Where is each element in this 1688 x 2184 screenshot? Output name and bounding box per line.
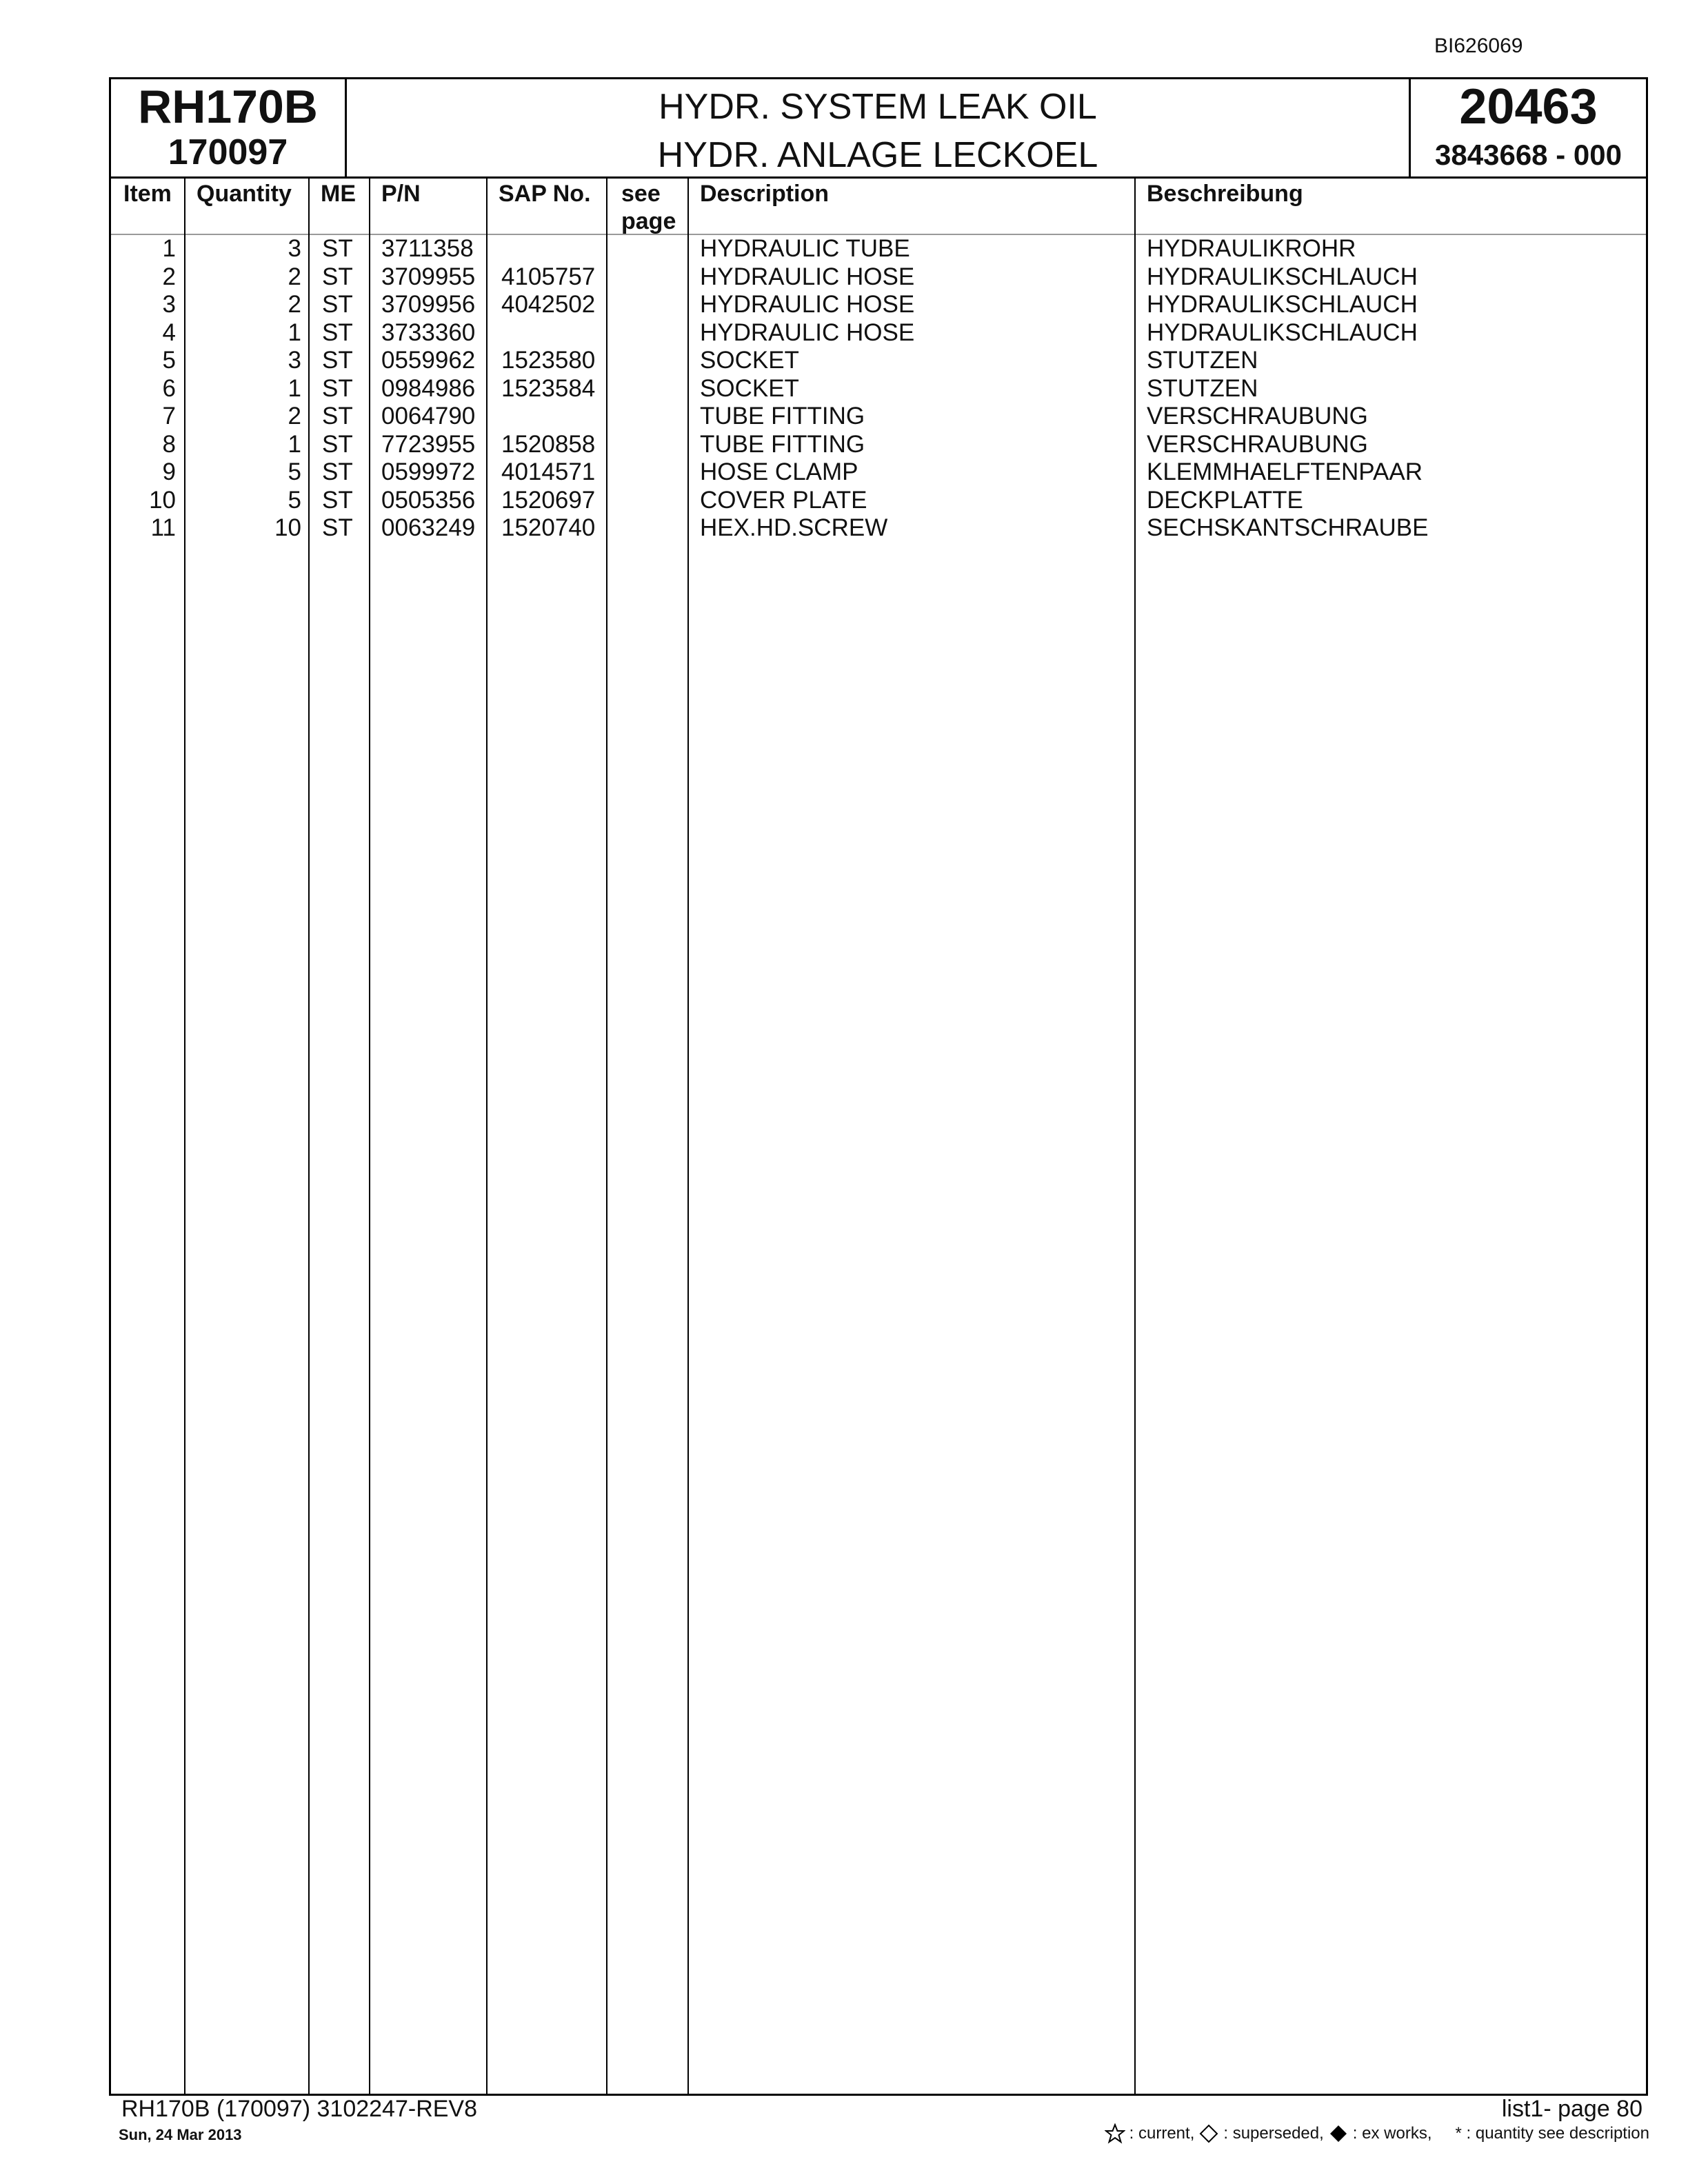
title-block <box>347 79 1409 176</box>
parts-list-frame <box>109 77 1648 2096</box>
table-row <box>111 319 1646 347</box>
table-row <box>111 458 1646 487</box>
title-german: HYDR. ANLAGE LECKOEL <box>657 135 1098 175</box>
model-block <box>111 79 347 176</box>
cell-beschreibung: HYDRAULIKROHR <box>1147 235 1356 262</box>
table-row <box>111 487 1646 515</box>
cell-description: SOCKET <box>700 347 799 374</box>
header-divider <box>111 176 1646 179</box>
parts-table-body <box>111 235 1646 543</box>
cell-pn: 3733360 <box>381 318 476 346</box>
column-header-pn: P/N <box>381 181 421 207</box>
cell-quantity: 1 <box>288 374 301 402</box>
table-row <box>111 347 1646 375</box>
column-header-sap: SAP No. <box>499 181 591 207</box>
legend-quantity-label: * : quantity see description <box>1455 2124 1649 2143</box>
cell-me: ST <box>322 374 353 402</box>
cell-description: HOSE CLAMP <box>700 458 858 485</box>
cell-description: SOCKET <box>700 374 799 402</box>
cell-item: 9 <box>162 458 176 485</box>
cell-beschreibung: DECKPLATTE <box>1147 486 1303 514</box>
cell-quantity: 1 <box>288 430 301 458</box>
cell-me: ST <box>322 235 353 262</box>
document-id: BI626069 <box>1434 34 1523 57</box>
legend-exworks-label: : ex works, <box>1352 2124 1432 2143</box>
cell-me: ST <box>322 263 353 290</box>
cell-description: HYDRAULIC HOSE <box>700 291 915 318</box>
cell-beschreibung: STUTZEN <box>1147 347 1258 374</box>
title-english: HYDR. SYSTEM LEAK OIL <box>659 87 1097 127</box>
diamond-outline-icon <box>1198 2123 1219 2144</box>
star-outline-icon <box>1105 2123 1125 2144</box>
cell-pn: 7723955 <box>381 430 476 458</box>
column-header-me: ME <box>321 181 356 207</box>
cell-sap: 4042502 <box>501 291 596 318</box>
legend-current-label: : current, <box>1129 2124 1195 2143</box>
cell-quantity: 5 <box>288 458 301 485</box>
model-serial: 170097 <box>168 132 288 172</box>
cell-item: 11 <box>150 514 176 541</box>
model-name: RH170B <box>138 81 318 133</box>
cell-pn: 0063249 <box>381 514 476 541</box>
cell-beschreibung: STUTZEN <box>1147 374 1258 402</box>
table-row <box>111 235 1646 263</box>
column-header-item: Item <box>123 181 172 207</box>
table-row <box>111 375 1646 403</box>
cell-me: ST <box>322 403 353 429</box>
table-row <box>111 291 1646 319</box>
table-row <box>111 263 1646 292</box>
footer-date: Sun, 24 Mar 2013 <box>119 2126 242 2143</box>
cell-description: TUBE FITTING <box>700 403 865 429</box>
cell-sap: 1523584 <box>501 374 596 402</box>
cell-me: ST <box>322 514 353 541</box>
footer-document-ref: RH170B (170097) 3102247-REV8 <box>121 2096 478 2122</box>
cell-quantity: 2 <box>288 291 301 318</box>
column-header-see-page <box>621 180 676 235</box>
cell-quantity: 5 <box>288 486 301 514</box>
column-header-description: Description <box>700 181 830 207</box>
table-row <box>111 431 1646 459</box>
cell-beschreibung: HYDRAULIKSCHLAUCH <box>1147 263 1418 290</box>
column-header-see: see <box>621 181 661 207</box>
cell-description: HYDRAULIC HOSE <box>700 318 915 346</box>
cell-item: 2 <box>162 263 176 290</box>
cell-pn: 0984986 <box>381 374 476 402</box>
cell-item: 8 <box>162 430 176 458</box>
cell-pn: 0599972 <box>381 458 476 485</box>
cell-beschreibung: KLEMMHAELFTENPAAR <box>1147 458 1423 485</box>
cell-pn: 0505356 <box>381 486 476 514</box>
cell-me: ST <box>322 486 353 514</box>
column-header-quantity: Quantity <box>197 181 292 207</box>
cell-item: 1 <box>162 235 176 262</box>
cell-item: 10 <box>149 486 176 514</box>
cell-description: HYDRAULIC TUBE <box>700 235 910 262</box>
cell-item: 4 <box>162 318 176 346</box>
cell-pn: 0559962 <box>381 347 476 374</box>
cell-me: ST <box>322 318 353 346</box>
cell-description: HEX.HD.SCREW <box>700 514 888 541</box>
cell-me: ST <box>322 347 353 374</box>
assembly-part-number: 3843668 - 000 <box>1435 139 1622 171</box>
group-number: 20463 <box>1459 79 1598 134</box>
cell-quantity: 2 <box>288 263 301 290</box>
cell-pn: 0064790 <box>381 403 476 429</box>
cell-me: ST <box>322 430 353 458</box>
cell-beschreibung: HYDRAULIKSCHLAUCH <box>1147 291 1418 318</box>
diamond-filled-icon <box>1328 2123 1349 2144</box>
cell-pn: 3709956 <box>381 291 476 318</box>
cell-item: 5 <box>162 347 176 374</box>
legend-superseded-label: : superseded, <box>1223 2124 1324 2143</box>
cell-description: HYDRAULIC HOSE <box>700 263 915 290</box>
cell-me: ST <box>322 458 353 485</box>
cell-beschreibung: VERSCHRAUBUNG <box>1147 430 1368 458</box>
table-row <box>111 514 1646 543</box>
cell-beschreibung: VERSCHRAUBUNG <box>1147 403 1368 429</box>
cell-description: TUBE FITTING <box>700 430 865 458</box>
cell-item: 6 <box>162 374 176 402</box>
group-number-block <box>1409 79 1646 176</box>
cell-me: ST <box>322 291 353 318</box>
cell-beschreibung: HYDRAULIKSCHLAUCH <box>1147 318 1418 346</box>
cell-sap: 1523580 <box>501 347 596 374</box>
cell-item: 7 <box>162 403 176 429</box>
footer-page-number: list1- page 80 <box>1501 2096 1642 2122</box>
cell-quantity: 2 <box>288 403 301 429</box>
column-header-page: page <box>621 208 676 234</box>
cell-item: 3 <box>162 291 176 318</box>
cell-quantity: 3 <box>288 347 301 374</box>
footer-legend <box>1105 2123 1649 2144</box>
cell-sap: 4014571 <box>501 458 596 485</box>
cell-sap: 1520858 <box>501 430 596 458</box>
cell-description: COVER PLATE <box>700 486 867 514</box>
cell-quantity: 3 <box>288 235 301 262</box>
cell-pn: 3711358 <box>381 235 474 262</box>
cell-beschreibung: SECHSKANTSCHRAUBE <box>1147 514 1429 541</box>
column-header-beschreibung: Beschreibung <box>1147 181 1303 207</box>
cell-quantity: 10 <box>274 514 301 541</box>
cell-sap: 1520697 <box>501 486 596 514</box>
cell-sap: 4105757 <box>501 263 596 290</box>
cell-pn: 3709955 <box>381 263 476 290</box>
cell-sap: 1520740 <box>501 514 596 541</box>
cell-quantity: 1 <box>288 318 301 346</box>
table-row <box>111 403 1646 431</box>
